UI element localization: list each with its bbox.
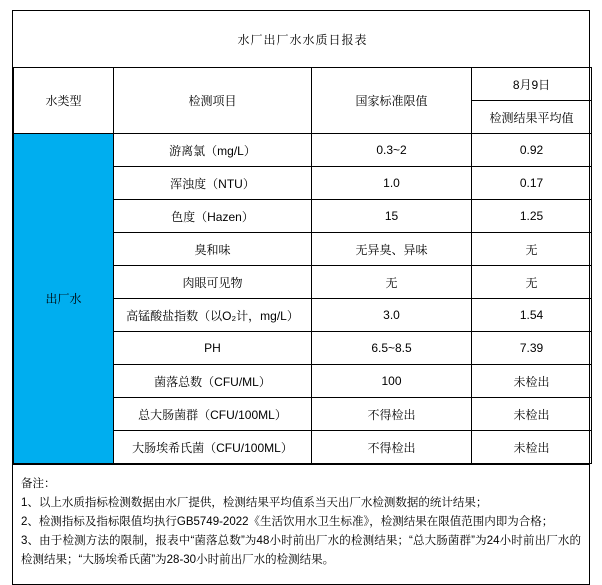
item-name: PH — [114, 332, 312, 365]
item-standard: 6.5~8.5 — [312, 332, 472, 365]
header-standard: 国家标准限值 — [312, 68, 472, 134]
item-name: 游离氯（mg/L） — [114, 134, 312, 167]
header-water-type: 水类型 — [14, 68, 114, 134]
note-line: 3、由于检测方法的限制，报表中“菌落总数”为48小时前出厂水的检测结果；“总大肠菌群”为24小时前出厂水的检测结果；“大肠埃希氏菌”为28-30小时前出厂水的检测结果。 — [21, 534, 581, 566]
item-name: 肉眼可见物 — [114, 266, 312, 299]
water-quality-table — [13, 11, 592, 464]
item-value: 0.17 — [472, 167, 592, 200]
title-row — [14, 11, 592, 68]
item-standard: 100 — [312, 365, 472, 398]
water-type-cell: 出厂水 — [14, 134, 114, 464]
item-value: 未检出 — [472, 398, 592, 431]
notes-label: 备注： — [21, 478, 56, 490]
item-standard: 15 — [312, 200, 472, 233]
item-value: 无 — [472, 266, 592, 299]
item-value: 1.25 — [472, 200, 592, 233]
table-row — [14, 134, 592, 167]
header-date: 8月9日 — [472, 68, 592, 101]
item-standard: 3.0 — [312, 299, 472, 332]
item-value: 无 — [472, 233, 592, 266]
report-sheet — [12, 10, 590, 585]
item-standard: 1.0 — [312, 167, 472, 200]
header-item: 检测项目 — [114, 68, 312, 134]
header-result-average: 检测结果平均值 — [472, 101, 592, 134]
item-name: 臭和味 — [114, 233, 312, 266]
notes-section — [13, 464, 589, 584]
item-value: 0.92 — [472, 134, 592, 167]
page-title: 水厂出厂水水质日报表 — [14, 11, 592, 68]
item-value: 未检出 — [472, 431, 592, 464]
note-line: 2、检测指标及指标限值均执行GB5749-2022《生活饮用水卫生标准》，检测结果在限值范围内即为合格； — [21, 515, 554, 528]
item-name: 浑浊度（NTU） — [114, 167, 312, 200]
item-value: 未检出 — [472, 365, 592, 398]
item-standard: 无 — [312, 266, 472, 299]
item-name: 总大肠菌群（CFU/100ML） — [114, 398, 312, 431]
item-name: 大肠埃希氏菌（CFU/100ML） — [114, 431, 312, 464]
item-name: 菌落总数（CFU/ML） — [114, 365, 312, 398]
item-standard: 不得检出 — [312, 398, 472, 431]
item-standard: 无异臭、异味 — [312, 233, 472, 266]
item-name: 高锰酸盐指数（以O₂计，mg/L） — [114, 299, 312, 332]
item-name: 色度（Hazen） — [114, 200, 312, 233]
item-value: 1.54 — [472, 299, 592, 332]
item-value: 7.39 — [472, 332, 592, 365]
item-standard: 不得检出 — [312, 431, 472, 464]
note-line: 1、以上水质指标检测数据由水厂提供，检测结果平均值系当天出厂水检测数据的统计结果； — [21, 496, 488, 509]
header-row-1 — [14, 68, 592, 101]
item-standard: 0.3~2 — [312, 134, 472, 167]
